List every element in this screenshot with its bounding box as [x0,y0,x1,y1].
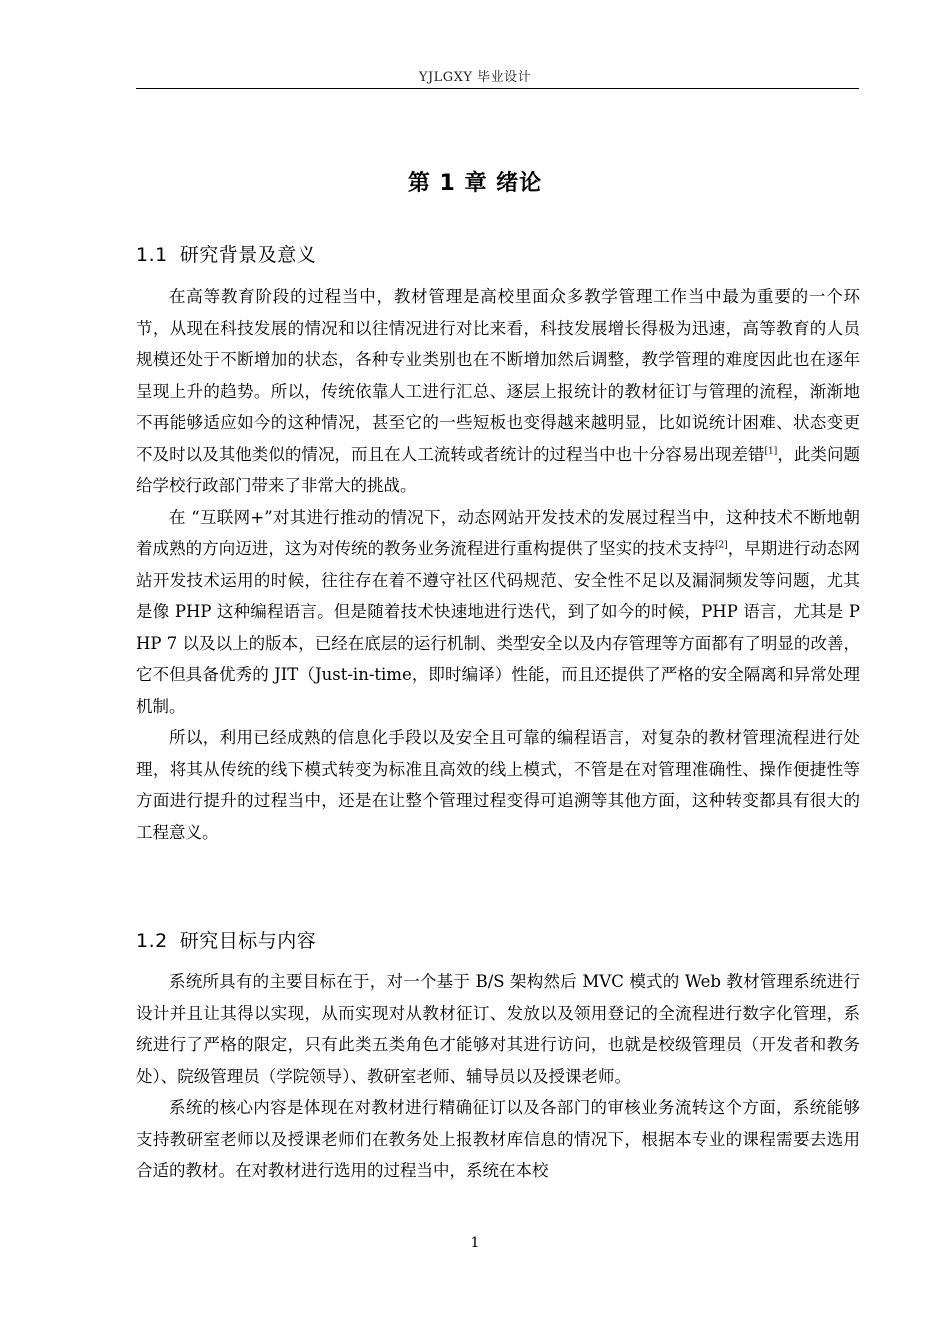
section-number: 1.2 [136,930,168,952]
paragraph-text: 在高等教育阶段的过程当中，教材管理是高校里面众多教学管理工作当中最为重要的一个环节，从现在科技发展的情况和以往情况进行对比来看，科技发展增长得极为迅速，高等教育的人员规模还处于不断增加的状态，各种专业类别也在不断增加然后调整，教学管理的难度因此也在逐年呈现上升的趋势。所以，传统依靠人工进行汇总、逐层上报统计的教材征订与管理的流程，渐渐地不再能够适应如今的这种情况，甚至它的一些短板也变得越来越明显，比如说统计困难、状态变更不及时以及其他类似的情况，而且在人工流转或者统计的过程当中也十分容易出现差错 [136,287,860,464]
paragraph-text: 在 “互联网+”对其进行推动的情况下，动态网站开发技术的发展过程当中，这种技术不断地朝着成熟的方向迈进，这为对传统的教务业务流程进行重构提供了坚实的技术支持 [136,507,860,558]
citation-ref: [2] [714,540,728,551]
paragraph: 系统的核心内容是体现在对教材进行精确征订以及各部门的审核业务流转这个方面，系统能够支持教研室老师以及授课老师们在教务处上报教材库信息的情况下，根据本专业的课程需要去选用合适的教材。在对教材进行选用的过程当中，系统在本校 [136,1098,860,1180]
paragraph [136,281,860,502]
section-1-2-body [136,966,860,1187]
paragraph-text: ，早期进行动态网站开发技术运用的时候，往往存在着不遵守社区代码规范、安全性不足以及漏洞频发等问题，尤其是像 PHP 这种编程语言。但是随着技术快速地进行迭代，到了如今的时候，PHP 语言，尤其是 PHP 7 以及以上的版本，已经在底层的运行机制、类型安全以及内存管理等方面都有了明显的改善，它不但具备优秀的 JIT（Just-in-time，即时编译）性能，而且还提供了严格的安全隔离和异常处理机制。 [136,539,861,716]
section-title: 研究目标与内容 [179,930,317,952]
section-heading-1-2 [136,926,316,953]
running-header: YJLGXY 毕业设计 [418,70,532,85]
paragraph-text: ，此类问题给学校行政部门带来了非常大的挑战。 [136,444,861,495]
citation-ref: [1] [764,446,778,456]
section-title: 研究背景及意义 [179,244,317,266]
header-rule [136,88,859,89]
section-1-1-body [136,281,860,848]
paragraph: 所以，利用已经成熟的信息化手段以及安全且可靠的编程语言，对复杂的教材管理流程进行处理，将其从传统的线下模式转变为标准且高效的线上模式，不管是在对管理准确性、操作便捷性等方面进行提升的过程当中，还是在让整个管理过程变得可追溯等其他方面，这种转变都具有很大的工程意义。 [136,728,860,842]
page-number: 1 [470,1235,480,1251]
chapter-title: 第 1 章 绪论 [407,171,543,196]
section-number: 1.1 [136,244,168,266]
paragraph [136,502,860,723]
section-heading-1-1 [136,240,316,267]
paragraph: 系统所具有的主要目标在于，对一个基于 B/S 架构然后 MVC 模式的 Web 教材管理系统进行设计并且让其得以实现，从而实现对从教材征订、发放以及领用登记的全流程进行数字化管理，系统进行了严格的限定，只有此类五类角色才能够对其进行访问，也就是校级管理员（开发者和教务处）、院级管理员（学院领导）、教研室老师、辅导员以及授课老师。 [136,972,860,1086]
